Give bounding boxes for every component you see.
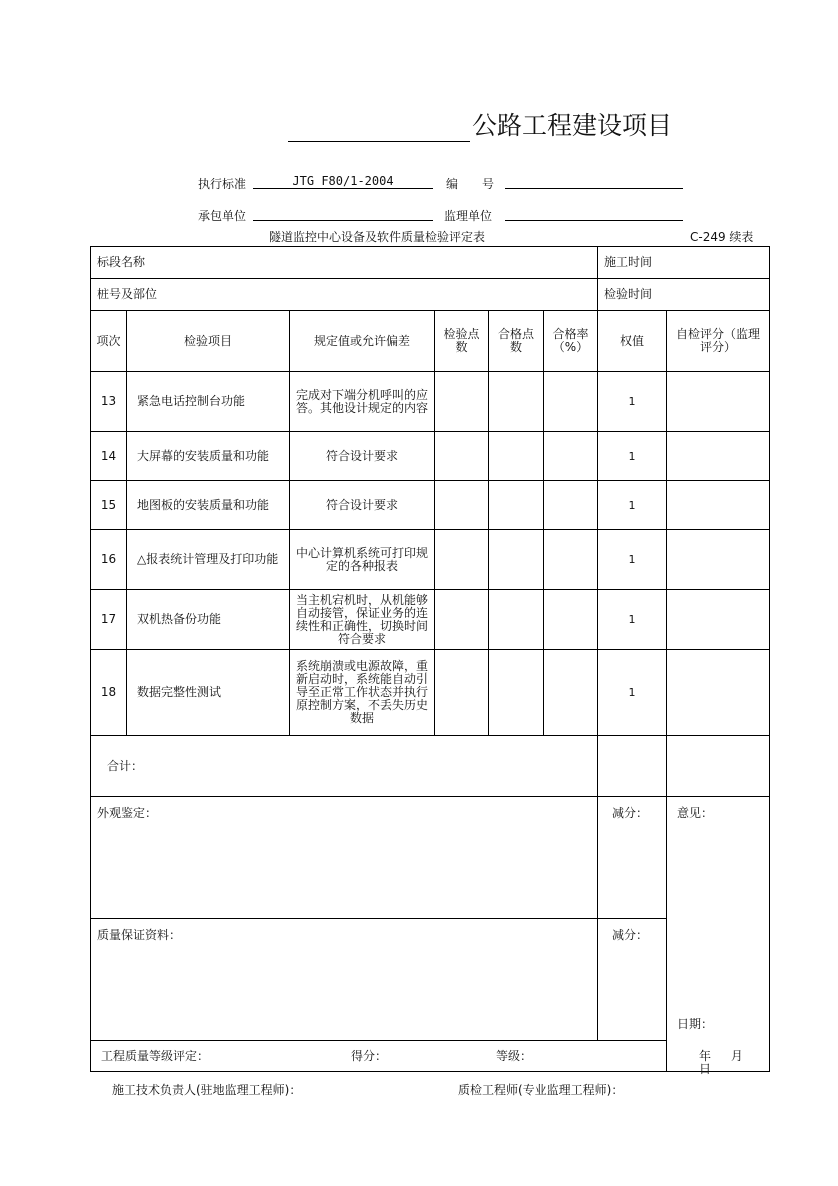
total-score[interactable] [667, 736, 770, 797]
form-code: C-249 续表 [690, 230, 754, 244]
grade-eval-label: 工程质量等级评定： [101, 1048, 210, 1063]
total-label: 合计： [91, 736, 598, 797]
footer-right: 质检工程师(专业监理工程师)： [458, 1083, 624, 1097]
row-pass-rate[interactable] [544, 590, 598, 650]
row-weight: 1 [598, 432, 667, 481]
table-row [91, 650, 770, 736]
appearance-cell[interactable]: 外观鉴定： [91, 797, 598, 919]
inspection-table [90, 246, 770, 1076]
row-spec: 当主机宕机时，从机能够自动接管，保证业务的连续性和正确性，切换时间符合要求 [290, 590, 435, 650]
opinion-cell[interactable] [667, 797, 770, 1076]
col-header: 自检评分（监理评分） [667, 311, 770, 372]
row-pass-points[interactable] [489, 372, 544, 432]
row-check-points[interactable] [435, 432, 489, 481]
row-weight: 1 [598, 372, 667, 432]
footer-left: 施工技术负责人(驻地监理工程师)： [112, 1083, 302, 1097]
supervisor-label: 监理单位 [444, 209, 493, 223]
title-text: 公路工程建设项目 [472, 111, 673, 140]
row-item: 地图板的安装质量和功能 [127, 481, 290, 530]
row-pass-points[interactable] [489, 432, 544, 481]
row-pass-points[interactable] [489, 481, 544, 530]
ymd-label: 年 月 日 [699, 1049, 763, 1076]
inspection-time-cell[interactable]: 检验时间 [598, 279, 770, 311]
row-weight: 1 [598, 530, 667, 590]
row-weight: 1 [598, 650, 667, 736]
grade-eval-cell[interactable] [91, 1041, 667, 1072]
col-header: 权值 [598, 311, 667, 372]
form-title: 隧道监控中心设备及软件质量检验评定表 [269, 230, 486, 244]
row-pass-points[interactable] [489, 650, 544, 736]
contractor-field[interactable] [253, 206, 433, 221]
row-spec: 系统崩溃或电源故障，重新启动时，系统能自动引导至正常工作状态并执行原控制方案，不丢失历史数据 [290, 650, 435, 736]
col-header: 检验项目 [127, 311, 290, 372]
table-row [91, 432, 770, 481]
project-name-blank[interactable] [288, 115, 470, 142]
section-name-cell[interactable]: 标段名称 [91, 247, 598, 279]
row-pass-rate[interactable] [544, 481, 598, 530]
col-header: 合格点数 [489, 311, 544, 372]
standard-label: 执行标准 [198, 177, 247, 191]
row-score[interactable] [667, 432, 770, 481]
supervisor-field[interactable] [505, 206, 683, 221]
row-pass-points[interactable] [489, 590, 544, 650]
row-pass-rate[interactable] [544, 372, 598, 432]
row-weight: 1 [598, 481, 667, 530]
grade-label: 等级： [496, 1049, 533, 1063]
row-pass-rate[interactable] [544, 530, 598, 590]
col-header: 规定值或允许偏差 [290, 311, 435, 372]
score-label: 得分： [351, 1049, 388, 1063]
row-score[interactable] [667, 590, 770, 650]
total-weight[interactable] [598, 736, 667, 797]
row-number: 18 [91, 650, 127, 736]
row-check-points[interactable] [435, 590, 489, 650]
row-spec: 符合设计要求 [290, 481, 435, 530]
row-pass-rate[interactable] [544, 650, 598, 736]
col-header: 检验点数 [435, 311, 489, 372]
row-number: 15 [91, 481, 127, 530]
row-score[interactable] [667, 650, 770, 736]
pile-location-cell[interactable]: 桩号及部位 [91, 279, 598, 311]
row-pass-rate[interactable] [544, 432, 598, 481]
table-row [91, 530, 770, 590]
row-number: 13 [91, 372, 127, 432]
row-spec: 符合设计要求 [290, 432, 435, 481]
row-pass-points[interactable] [489, 530, 544, 590]
row-number: 14 [91, 432, 127, 481]
quality-deduct[interactable]: 减分： [598, 919, 667, 1041]
quality-docs-cell[interactable]: 质量保证资料： [91, 919, 598, 1041]
row-check-points[interactable] [435, 372, 489, 432]
row-item: 双机热备份功能 [127, 590, 290, 650]
col-header: 项次 [91, 311, 127, 372]
row-score[interactable] [667, 481, 770, 530]
standard-field[interactable]: JTG F80/1-2004 [253, 174, 433, 189]
table-row [91, 590, 770, 650]
row-item: 数据完整性测试 [127, 650, 290, 736]
page-title [288, 106, 672, 142]
row-item: 大屏幕的安装质量和功能 [127, 432, 290, 481]
col-header: 合格率（%） [544, 311, 598, 372]
row-check-points[interactable] [435, 650, 489, 736]
row-score[interactable] [667, 372, 770, 432]
contractor-label: 承包单位 [198, 209, 247, 223]
row-score[interactable] [667, 530, 770, 590]
row-weight: 1 [598, 590, 667, 650]
row-number: 16 [91, 530, 127, 590]
date-label: 日期： [677, 1017, 714, 1031]
row-spec: 中心计算机系统可打印规定的各种报表 [290, 530, 435, 590]
row-item: 紧急电话控制台功能 [127, 372, 290, 432]
appearance-deduct[interactable]: 减分： [598, 797, 667, 919]
row-check-points[interactable] [435, 481, 489, 530]
table-row [91, 372, 770, 432]
opinion-label: 意见： [677, 806, 714, 820]
number-field[interactable] [505, 174, 683, 189]
table-row [91, 481, 770, 530]
construction-time-cell[interactable]: 施工时间 [598, 247, 770, 279]
row-number: 17 [91, 590, 127, 650]
row-spec: 完成对下端分机呼叫的应答。其他设计规定的内容 [290, 372, 435, 432]
row-item: △报表统计管理及打印功能 [127, 530, 290, 590]
row-check-points[interactable] [435, 530, 489, 590]
number-label: 编 号 [446, 177, 495, 191]
